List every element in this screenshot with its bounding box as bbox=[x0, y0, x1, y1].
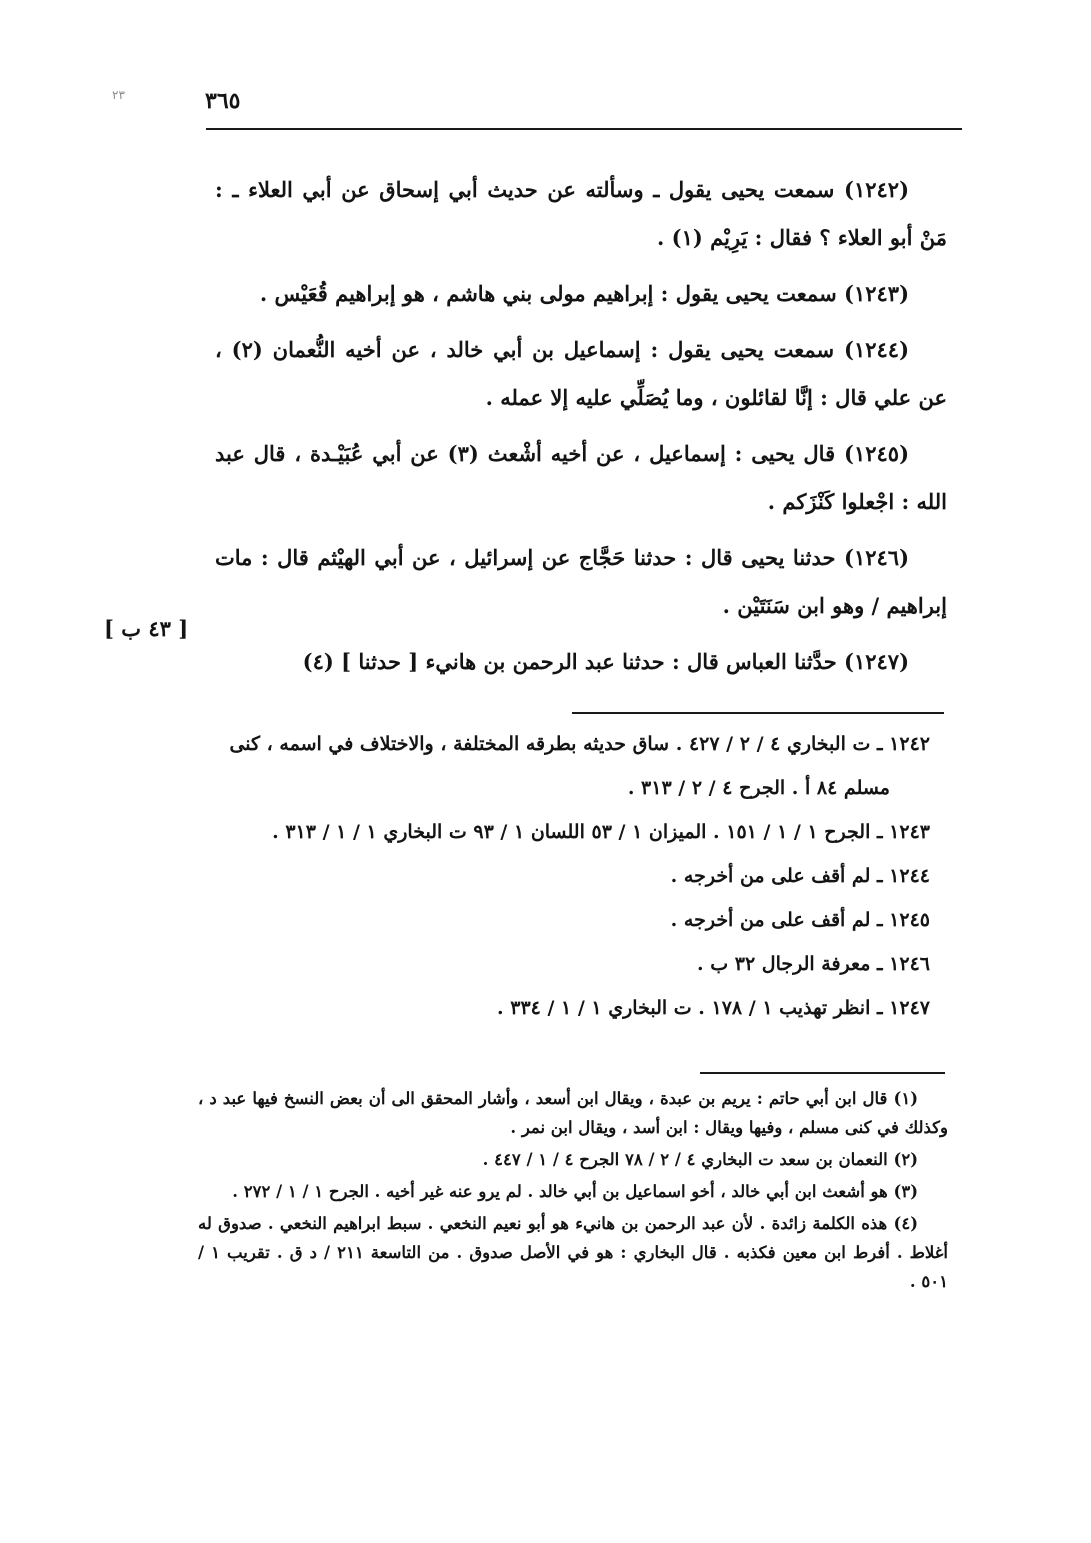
narration-text: قال يحيى : إسماعيل ، عن أخيه أشْعث (٣) عن أبي عُبَيْـدة ، قال عبد الله : اجْعلوا كَنْزَكم . bbox=[215, 441, 947, 514]
stray-mark: ٢٣ bbox=[112, 88, 125, 102]
narration-number: (١٢٤٤) bbox=[844, 337, 909, 362]
narration-number: (١٢٤٦) bbox=[844, 545, 910, 570]
narration-text: حدثنا يحيى قال : حدثنا حَجَّاج عن إسرائيل ، عن أبي الهيْثم قال : مات إبراهيم / وهو ابن سَنَتَيْن . bbox=[215, 545, 947, 618]
narration-text: سمعت يحيى يقول : إبراهيم مولى بني هاشم ، هو إبراهيم قُعَيْس . bbox=[259, 281, 837, 306]
footnotes-section bbox=[198, 1084, 948, 1299]
narration-number: (١٢٤٣) bbox=[844, 281, 909, 306]
takhrij-item: ١٢٤٤ ـ لم أقف على من أخرجه . bbox=[670, 865, 930, 887]
takhrij-item: ١٢٤٣ ـ الجرح ١ / ١ / ١٥١ . الميزان ١ / ٥٣ اللسان ١ / ٩٣ ت البخاري ١ / ١ / ٣١٣ . bbox=[272, 821, 930, 843]
takhrij-item: ١٢٤٧ ـ انظر تهذيب ١ / ١٧٨ . ت البخاري ١ / ١ / ٣٣٤ . bbox=[497, 997, 930, 1019]
footnote-4: (٤) هذه الكلمة زائدة . لأن عبد الرحمن بن هانيء هو أبو نعيم النخعي . سبط ابراهيم النخعي . صدوق له أغلاط . أفرط ابن معين فكذبه . قال البخاري : هو في الأصل صدوق . من التاسعة ٢١١ / د ق . تقريب ١ / ٥٠١ . bbox=[198, 1214, 948, 1291]
takhrij-item: ١٢٤٢ ـ ت البخاري ٤ / ٢ / ٤٢٧ . ساق حديثه بطرقه المختلفة ، والاختلاف في اسمه ، كنى مسلم ٨٤ أ . الجرح ٤ / ٢ / ٣١٣ . bbox=[229, 733, 930, 799]
narration-1243 bbox=[215, 270, 947, 318]
margin-folio-reference: [ ٤٣ ب ] bbox=[104, 616, 189, 641]
page-number: ٣٦٥ bbox=[205, 88, 241, 114]
footnote-3: (٣) هو أشعث ابن أبي خالد ، أخو اسماعيل بن أبي خالد . لم يرو عنه غير أخيه . الجرح ١ / ١ / ٢٧٢ . bbox=[232, 1182, 918, 1201]
takhrij-item: ١٢٤٥ ـ لم أقف على من أخرجه . bbox=[670, 909, 930, 931]
narration-1245 bbox=[215, 430, 947, 526]
footnote-2: (٢) النعمان بن سعد ت البخاري ٤ / ٢ / ٧٨ الجرح ٤ / ١ / ٤٤٧ . bbox=[482, 1150, 918, 1169]
narration-number: (١٢٤٢) bbox=[844, 177, 909, 202]
narrations-section bbox=[215, 166, 947, 694]
footnotes-rule bbox=[700, 1072, 945, 1074]
footnote-1: (١) قال ابن أبي حاتم : يريم بن عبدة ، ويقال ابن أسعد ، وأشار المحقق الى أن بعض النسخ فيها عبد د ، وكذلك في كنى مسلم ، وفيها ويقال : ابن أسد ، ويقال ابن نمر . bbox=[198, 1089, 948, 1137]
narration-text: حدَّثنا العباس قال : حدثنا عبد الرحمن بن هانيء [ حدثنا ] (٤) bbox=[302, 649, 837, 674]
header-rule bbox=[206, 128, 962, 130]
narration-1247 bbox=[215, 638, 947, 686]
narration-text: سمعت يحيى يقول : إسماعيل بن أبي خالد ، عن أخيه النُّعمان (٢) ، عن علي قال : إنَّا لقائلون ، وما يُصَلِّي عليه إلا عمله . bbox=[215, 337, 947, 410]
narration-number: (١٢٤٥) bbox=[844, 441, 909, 466]
narration-1242 bbox=[215, 166, 947, 262]
takhrij-section bbox=[215, 722, 930, 1030]
narration-1246 bbox=[215, 534, 947, 630]
narration-1244 bbox=[215, 326, 947, 422]
takhrij-rule bbox=[572, 712, 944, 714]
narration-text: سمعت يحيى يقول ـ وسألته عن حديث أبي إسحاق عن أبي العلاء ـ : مَنْ أبو العلاء ؟ فقال : يَرِيْم (١) . bbox=[215, 177, 947, 250]
narration-number: (١٢٤٧) bbox=[844, 649, 909, 674]
takhrij-item: ١٢٤٦ ـ معرفة الرجال ٣٢ ب . bbox=[697, 953, 930, 975]
